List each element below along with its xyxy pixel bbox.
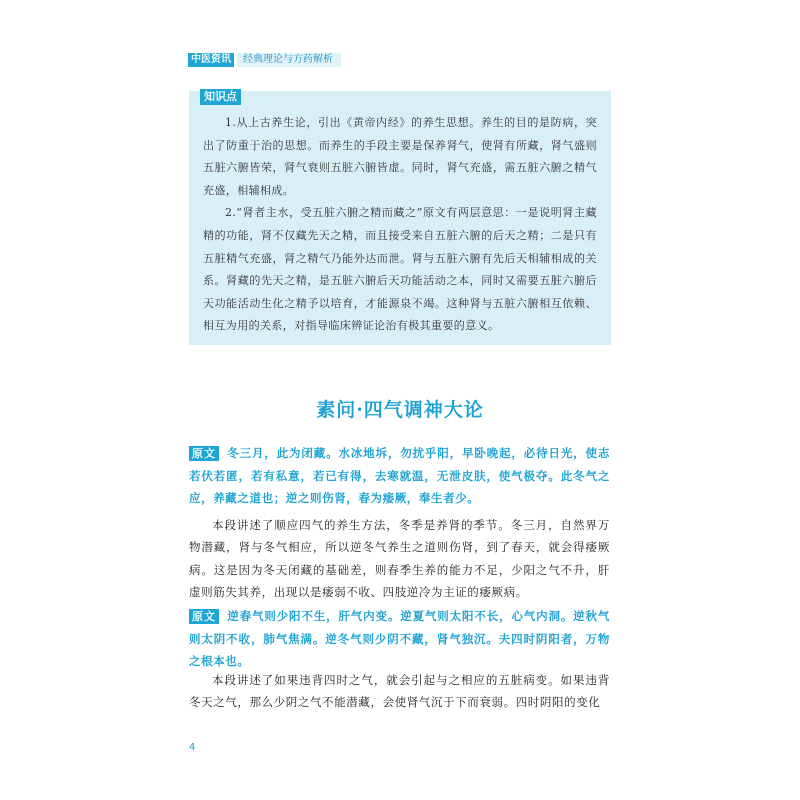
- original-tag: 原文: [189, 446, 219, 461]
- commentary-paragraph-2: 本段讲述了如果违背四时之气，就会引起与之相应的五脏病变。如果违背冬天之气，那么少阴之气不能潜藏，会使肾气沉于下而衰弱。四时阴阳的变化: [189, 673, 610, 710]
- commentary-paragraph-1: 本段讲述了顺应四气的养生方法，冬季是养肾的季节。冬三月，自然界万物潜藏，肾与冬气相应，所以逆冬气养生之道则伤肾，到了春天，就会得痿厥病。这是因为冬天闭藏的基础差，则春季生养的能力不足，少阳之气不升，肝虚则筋失其养，出现以是痿弱不收、四肢逆冷为主证的痿厥病。: [189, 518, 610, 599]
- section-title: 素问·四气调神大论: [316, 399, 484, 421]
- knowledge-label: 知识点: [200, 89, 241, 105]
- knowledge-box: [189, 91, 611, 345]
- original-tag: 原文: [189, 609, 219, 624]
- knowledge-paragraph-1: 1.从上古养生论，引出《黄帝内经》的养生思想。养生的目的是防病，突出了防重于治的思想。而养生的手段主要是保养肾气，使肾有所藏，肾气盛则五脏六腑皆荣，肾气衰则五脏六腑皆虚。同时，肾气充盛，需五脏六腑之精气充盛，相辅相成。: [203, 116, 597, 197]
- knowledge-paragraph-2: 2.“肾者主水，受五脏六腑之精而藏之”原文有两层意思：一是说明肾主藏精的功能，肾不仅藏先天之精，而且接受来自五脏六腑的后天之精；二是只有五脏精气充盛，肾之精气乃能外达而泄。肾与五脏六腑有先后天相辅相成的关系。肾藏的先天之精，是五脏六腑后天功能活动之本，同时又需要五脏六腑后天功能活动生化之精予以培育，才能源泉不竭。这种肾与五脏六腑相互依赖、相互为用的关系，对指导临床辨证论治有极其重要的意义。: [203, 206, 597, 333]
- page-number: 4: [189, 742, 196, 753]
- original-text: 逆春气则少阳不生，肝气内变。逆夏气则太阳不长，心气内洞。逆秋气则太阴不收，肺气焦满。逆冬气则少阴不藏，肾气独沉。夫四时阴阳者，万物之根本也。: [189, 609, 610, 668]
- running-header: [188, 52, 341, 68]
- original-text: 冬三月，此为闭藏。水冰地坼，勿扰乎阳，早卧晚起，必待日光，使志若伏若匿，若有私意，若已有得，去寒就温，无泄皮肤，使气极夺。此冬气之应，养藏之道也；逆之则伤肾，春为痿厥，奉生者少。: [189, 446, 610, 505]
- original-text-block-1: [189, 442, 610, 510]
- series-tag: 中医资讯: [188, 53, 234, 67]
- book-subtitle: 经典理论与方药解析: [237, 53, 341, 67]
- original-text-block-2: [189, 605, 610, 673]
